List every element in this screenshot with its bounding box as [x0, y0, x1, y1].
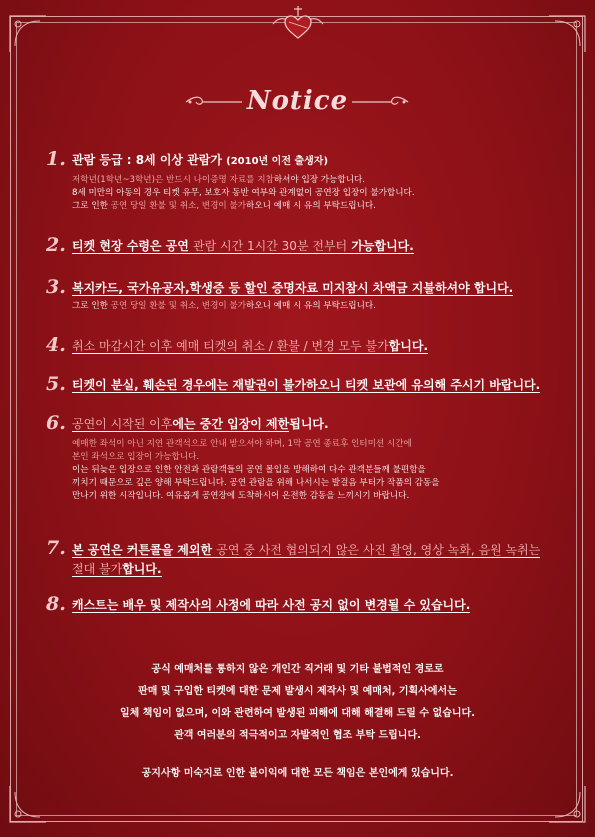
item-number: 6.: [46, 412, 66, 434]
corner-flourish-icon: [545, 12, 589, 56]
item-heading: 티켓이 분실, 훼손된 경우에는 재발권이 불가하오니 티켓 보관에 유의해 주시기 바랍니다.: [72, 378, 541, 392]
item-details: [72, 300, 552, 313]
detail-line: 8세 미만의 아동의 경우 티켓 유무, 보호자 동반 여부와 관계없이 공연장 입장이 불가합니다.: [72, 188, 415, 198]
page-title: Notice: [246, 86, 349, 116]
item-number: 7.: [46, 537, 66, 559]
item-heading: 캐스트는 배우 및 제작사의 사정에 따라 사전 공지 없이 변경될 수 있습니다.: [72, 598, 471, 612]
item-heading: 취소 마감시간 이후 예매 티켓의 취소 / 환불 / 변경 모두 불가합니다.: [72, 339, 429, 353]
title-flourish-icon: [350, 94, 410, 110]
item-heading: 관람 등급 : 8세 이상 관람가 (2010년 이전 출생자): [72, 153, 329, 167]
detail-line: 이는 뒤늦은 입장으로 인한 안전과 관람객들의 공연 몰입을 방해하여 다수 관객분들께 불편함을: [72, 465, 426, 475]
footer-line: 일체 책임이 없으며, 이와 관련하여 발생된 피해에 대해 해결해 드릴 수 없습니다.: [119, 708, 475, 719]
item-number: 2.: [46, 234, 66, 256]
item-number: 4.: [46, 334, 66, 356]
item-heading: 공연이 시작된 이후에는 중간 입장이 제한됩니다.: [72, 417, 329, 431]
item-details: [72, 438, 552, 503]
detail-line: 예매한 좌석이 아닌 지연 관객석으로 안내 받으셔야 하며, 1막 공연 종료후 인터미션 시간에: [72, 439, 412, 449]
detail-line: 그로 인한 공연 당일 환불 및 취소, 변경이 불가하오니 예매 시 유의 부탁드립니다.: [72, 201, 376, 211]
footer-line: 관객 여러분의 적극적이고 자발적인 협조 부탁 드립니다.: [174, 730, 421, 741]
detail-line: 저학년(1학년~3학년)은 반드시 나이증명 자료를 지참하셔야 입장 가능합니다.: [72, 175, 366, 185]
item-details: [72, 174, 552, 213]
corner-flourish-icon: [6, 12, 50, 56]
footer-line: 판매 및 구입한 티켓에 대한 문제 발생시 제작사 및 예매처, 기획사에서는: [138, 686, 457, 697]
item-heading: 본 공연은 커튼콜을 제외한 공연 중 사전 협의되지 않은 사진 촬영, 영상 녹화, 음원 녹취는 절대 불가합니다.: [72, 543, 541, 576]
item-number: 3.: [46, 276, 66, 298]
footer-responsibility: [60, 763, 535, 785]
footer-notice: [60, 659, 535, 747]
detail-line: 만나기 위한 시작입니다. 여유롭게 공연장에 도착하시어 온전한 감동을 느끼시기 바랍니다.: [72, 491, 410, 501]
heart-crest-icon: [267, 0, 329, 44]
item-heading: 복지카드, 국가유공자,학생증 등 할인 증명자료 미지참시 차액금 지불하셔야 합니다.: [72, 281, 514, 295]
item-number: 1.: [46, 148, 66, 170]
corner-flourish-icon: [6, 782, 50, 826]
detail-line: 본인 좌석으로 입장이 가능합니다.: [72, 452, 200, 462]
title-block: [190, 86, 405, 120]
item-number: 8.: [46, 593, 66, 615]
footer-line: 공지사항 미숙지로 인한 불이익에 대한 모든 책임은 본인에게 있습니다.: [141, 768, 454, 779]
corner-flourish-icon: [545, 782, 589, 826]
item-heading: 티켓 현장 수령은 공연 관람 시간 1시간 30분 전부터 가능합니다.: [72, 239, 414, 253]
detail-line: 그로 인한 공연 당일 환불 및 취소, 변경이 불가하오니 예매 시 유의 부탁드립니다.: [72, 301, 376, 311]
footer-line: 공식 예매처를 통하지 않은 개인간 직거래 및 기타 불법적인 경로로: [151, 664, 444, 675]
detail-line: 끼치기 때문으로 깊은 양해 부탁드립니다. 공연 관람을 위해 나서시는 발걸음 부터가 작품의 감동을: [72, 478, 440, 488]
item-number: 5.: [46, 373, 66, 395]
